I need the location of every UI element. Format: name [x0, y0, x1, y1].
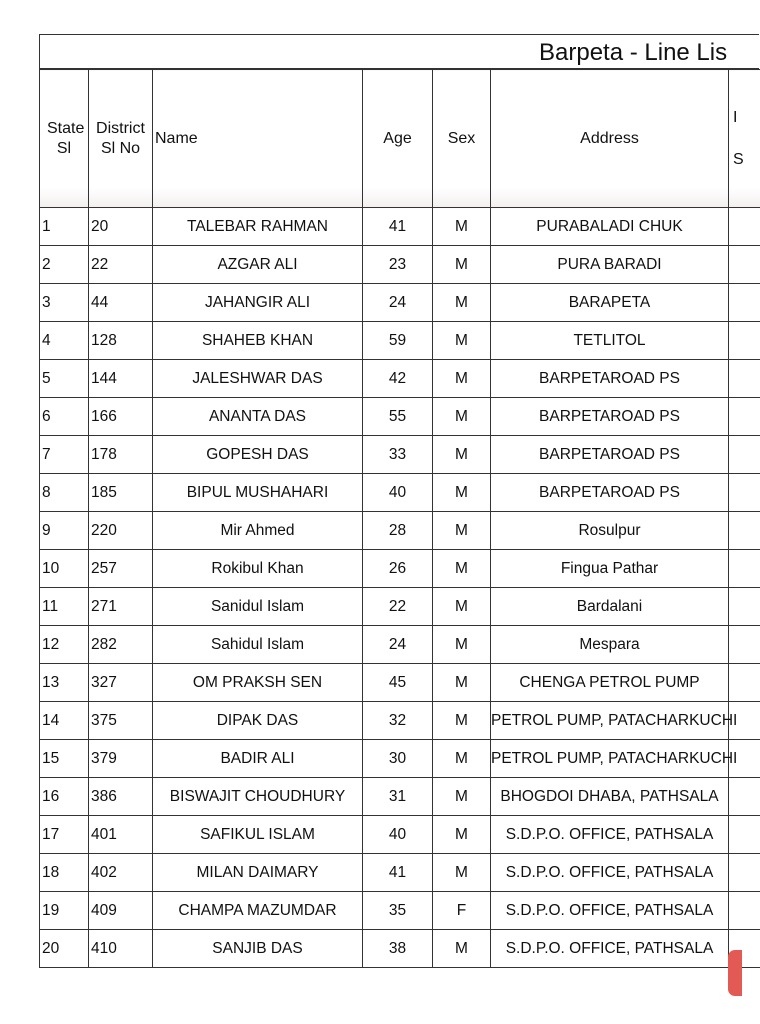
cell-sex: F	[433, 892, 491, 930]
cell-district-sl: 386	[89, 778, 153, 816]
cell-name: CHAMPA MAZUMDAR	[153, 892, 363, 930]
cell-state-sl: 4	[40, 322, 89, 360]
cell-address: BARPETAROAD PS	[491, 436, 729, 474]
table-row	[40, 778, 760, 816]
table-row	[40, 512, 760, 550]
cell-sex: M	[433, 854, 491, 892]
cell-state-sl: 10	[40, 550, 89, 588]
cell-address: Mespara	[491, 626, 729, 664]
cell-district-sl: 20	[89, 208, 153, 246]
cell-sex: M	[433, 702, 491, 740]
cell-next	[729, 474, 760, 512]
cell-state-sl: 8	[40, 474, 89, 512]
cell-age: 42	[363, 360, 433, 398]
cell-district-sl: 379	[89, 740, 153, 778]
cell-state-sl: 12	[40, 626, 89, 664]
cell-sex: M	[433, 930, 491, 968]
cell-district-sl: 185	[89, 474, 153, 512]
cell-address: S.D.P.O. OFFICE, PATHSALA	[491, 854, 729, 892]
cell-name: OM PRAKSH SEN	[153, 664, 363, 702]
cell-address: S.D.P.O. OFFICE, PATHSALA	[491, 816, 729, 854]
cell-age: 35	[363, 892, 433, 930]
cell-address: PURA BARADI	[491, 246, 729, 284]
cell-sex: M	[433, 626, 491, 664]
cell-age: 30	[363, 740, 433, 778]
table-row	[40, 550, 760, 588]
cell-district-sl: 410	[89, 930, 153, 968]
cell-address: TETLITOL	[491, 322, 729, 360]
cell-sex: M	[433, 474, 491, 512]
table-row	[40, 436, 760, 474]
col-header-sex: Sex	[433, 70, 491, 208]
cell-address: PETROL PUMP, PATACHARKUCHI	[491, 702, 729, 740]
cell-age: 38	[363, 930, 433, 968]
cell-next	[729, 778, 760, 816]
cell-name: Rokibul Khan	[153, 550, 363, 588]
cell-age: 23	[363, 246, 433, 284]
cell-district-sl: 282	[89, 626, 153, 664]
cell-district-sl: 375	[89, 702, 153, 740]
cell-name: TALEBAR RAHMAN	[153, 208, 363, 246]
cell-sex: M	[433, 208, 491, 246]
cell-age: 59	[363, 322, 433, 360]
cell-address: BARPETAROAD PS	[491, 398, 729, 436]
cell-name: MILAN DAIMARY	[153, 854, 363, 892]
table-row	[40, 854, 760, 892]
cell-district-sl: 402	[89, 854, 153, 892]
cell-state-sl: 2	[40, 246, 89, 284]
cell-name: SANJIB DAS	[153, 930, 363, 968]
cell-state-sl: 6	[40, 398, 89, 436]
cell-sex: M	[433, 664, 491, 702]
cell-sex: M	[433, 360, 491, 398]
cell-district-sl: 44	[89, 284, 153, 322]
table-row	[40, 246, 760, 284]
col-header-state-sl: State Sl	[40, 70, 89, 208]
cell-sex: M	[433, 284, 491, 322]
cell-sex: M	[433, 816, 491, 854]
cell-next	[729, 360, 760, 398]
table-row	[40, 892, 760, 930]
table-row	[40, 398, 760, 436]
cell-state-sl: 19	[40, 892, 89, 930]
cell-name: GOPESH DAS	[153, 436, 363, 474]
cell-name: Sanidul Islam	[153, 588, 363, 626]
cell-state-sl: 17	[40, 816, 89, 854]
cell-next	[729, 854, 760, 892]
cell-state-sl: 9	[40, 512, 89, 550]
cell-sex: M	[433, 588, 491, 626]
cell-age: 41	[363, 854, 433, 892]
table-row	[40, 664, 760, 702]
sheet-title: Barpeta - Line Lis	[539, 39, 728, 66]
cell-address: BARAPETA	[491, 284, 729, 322]
cell-age: 31	[363, 778, 433, 816]
cell-age: 55	[363, 398, 433, 436]
cell-name: ANANTA DAS	[153, 398, 363, 436]
cell-next	[729, 398, 760, 436]
cell-district-sl: 409	[89, 892, 153, 930]
cell-sex: M	[433, 322, 491, 360]
cell-next	[729, 816, 760, 854]
cell-address: CHENGA PETROL PUMP	[491, 664, 729, 702]
cell-address: BARPETAROAD PS	[491, 360, 729, 398]
cell-state-sl: 5	[40, 360, 89, 398]
cell-name: AZGAR ALI	[153, 246, 363, 284]
title-row	[39, 34, 759, 69]
cell-name: SAFIKUL ISLAM	[153, 816, 363, 854]
table-row	[40, 702, 760, 740]
cell-name: JAHANGIR ALI	[153, 284, 363, 322]
cell-district-sl: 271	[89, 588, 153, 626]
cell-age: 28	[363, 512, 433, 550]
scroll-handle[interactable]	[728, 950, 742, 996]
cell-district-sl: 178	[89, 436, 153, 474]
cell-state-sl: 20	[40, 930, 89, 968]
cell-state-sl: 3	[40, 284, 89, 322]
col-header-address: Address	[491, 70, 729, 208]
table-row	[40, 284, 760, 322]
cell-next	[729, 284, 760, 322]
cell-next	[729, 208, 760, 246]
cell-name: Sahidul Islam	[153, 626, 363, 664]
cell-state-sl: 1	[40, 208, 89, 246]
cell-address: BHOGDOI DHABA, PATHSALA	[491, 778, 729, 816]
cell-next	[729, 246, 760, 284]
cell-sex: M	[433, 512, 491, 550]
cell-address: BARPETAROAD PS	[491, 474, 729, 512]
cell-sex: M	[433, 246, 491, 284]
cell-next	[729, 892, 760, 930]
cell-district-sl: 166	[89, 398, 153, 436]
col-header-name: Name	[153, 70, 363, 208]
cell-age: 33	[363, 436, 433, 474]
cell-age: 22	[363, 588, 433, 626]
table-row	[40, 626, 760, 664]
cell-next	[729, 664, 760, 702]
table-row	[40, 208, 760, 246]
table-body	[40, 208, 760, 968]
cell-address: Rosulpur	[491, 512, 729, 550]
cell-age: 26	[363, 550, 433, 588]
cell-district-sl: 144	[89, 360, 153, 398]
cell-sex: M	[433, 436, 491, 474]
cell-district-sl: 220	[89, 512, 153, 550]
col-header-next: I S	[729, 70, 760, 208]
cell-district-sl: 128	[89, 322, 153, 360]
cell-name: SHAHEB KHAN	[153, 322, 363, 360]
cell-age: 41	[363, 208, 433, 246]
cell-state-sl: 18	[40, 854, 89, 892]
cell-next	[729, 626, 760, 664]
cell-sex: M	[433, 550, 491, 588]
cell-age: 24	[363, 626, 433, 664]
cell-address: PETROL PUMP, PATACHARKUCHI	[491, 740, 729, 778]
table-row	[40, 930, 760, 968]
cell-next	[729, 550, 760, 588]
cell-address: Bardalani	[491, 588, 729, 626]
cell-state-sl: 11	[40, 588, 89, 626]
cell-sex: M	[433, 740, 491, 778]
cell-age: 24	[363, 284, 433, 322]
cell-name: JALESHWAR DAS	[153, 360, 363, 398]
cell-next	[729, 436, 760, 474]
cell-state-sl: 15	[40, 740, 89, 778]
cell-sex: M	[433, 398, 491, 436]
cell-next	[729, 322, 760, 360]
cell-district-sl: 257	[89, 550, 153, 588]
cell-address: PURABALADI CHUK	[491, 208, 729, 246]
cell-state-sl: 7	[40, 436, 89, 474]
table-row	[40, 588, 760, 626]
cell-next	[729, 588, 760, 626]
cell-sex: M	[433, 778, 491, 816]
table-row	[40, 816, 760, 854]
table-row	[40, 474, 760, 512]
cell-age: 40	[363, 474, 433, 512]
cell-state-sl: 16	[40, 778, 89, 816]
cell-name: Mir Ahmed	[153, 512, 363, 550]
cell-name: DIPAK DAS	[153, 702, 363, 740]
cell-district-sl: 22	[89, 246, 153, 284]
cell-next	[729, 512, 760, 550]
header-row	[40, 70, 760, 208]
col-header-age: Age	[363, 70, 433, 208]
cell-address: S.D.P.O. OFFICE, PATHSALA	[491, 892, 729, 930]
cell-age: 45	[363, 664, 433, 702]
cell-district-sl: 401	[89, 816, 153, 854]
line-list-table	[39, 69, 760, 968]
cell-address: S.D.P.O. OFFICE, PATHSALA	[491, 930, 729, 968]
cell-state-sl: 14	[40, 702, 89, 740]
table-row	[40, 740, 760, 778]
cell-address: Fingua Pathar	[491, 550, 729, 588]
cell-name: BISWAJIT CHOUDHURY	[153, 778, 363, 816]
cell-district-sl: 327	[89, 664, 153, 702]
table-row	[40, 360, 760, 398]
cell-age: 32	[363, 702, 433, 740]
cell-age: 40	[363, 816, 433, 854]
col-header-district-sl: District Sl No	[89, 70, 153, 208]
line-list-sheet	[39, 34, 759, 968]
cell-state-sl: 13	[40, 664, 89, 702]
cell-name: BADIR ALI	[153, 740, 363, 778]
cell-name: BIPUL MUSHAHARI	[153, 474, 363, 512]
table-row	[40, 322, 760, 360]
